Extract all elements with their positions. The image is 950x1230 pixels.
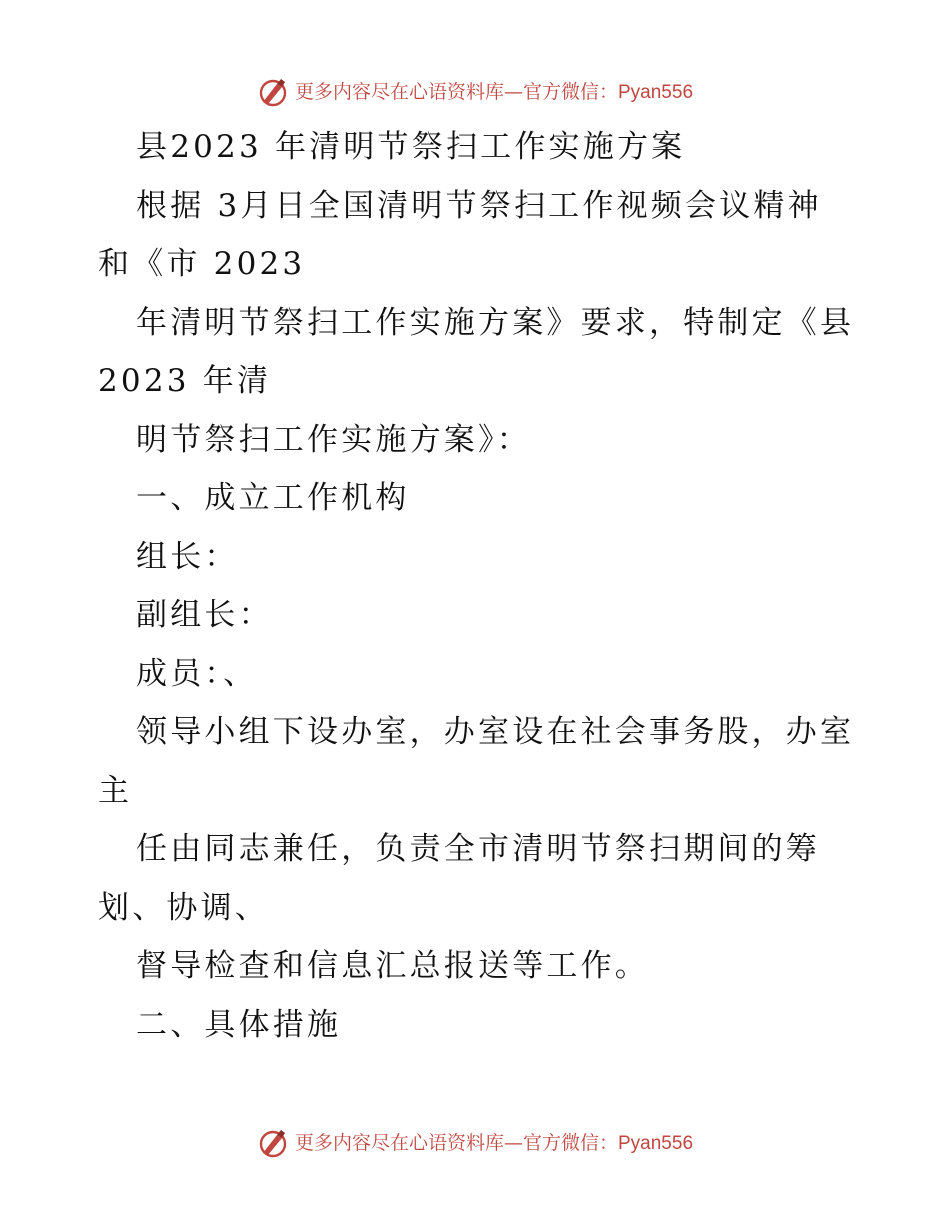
paragraph-line: 主 xyxy=(98,773,133,809)
paragraph-line: 组长： xyxy=(136,539,239,575)
paragraph-line: 根据 3月日全国清明节祭扫工作视频会议精神 xyxy=(136,188,822,224)
watermark-label: 更多内容尽在心语资料库—官方微信： xyxy=(294,80,618,103)
watermark-wechat-id: Pyan556 xyxy=(618,1132,694,1154)
watermark-text xyxy=(295,1131,693,1156)
paragraph-line: 和《市 2023 xyxy=(98,246,306,282)
watermark-header xyxy=(0,76,950,108)
section-heading: 一、成立工作机构 xyxy=(136,480,410,516)
paragraph-line: 督导检查和信息汇总报送等工作。 xyxy=(136,948,649,984)
section-heading: 二、具体措施 xyxy=(136,1007,342,1043)
paragraph-line: 划、协调、 xyxy=(98,890,269,926)
watermark-label: 更多内容尽在心语资料库—官方微信： xyxy=(294,1131,618,1154)
document-title: 县2023 年清明节祭扫工作实施方案 xyxy=(136,129,686,165)
paragraph-line: 2023 年清 xyxy=(98,363,272,399)
paragraph-line: 任由同志兼任，负责全市清明节祭扫期间的筹 xyxy=(136,831,820,867)
paragraph-line: 副组长： xyxy=(136,597,273,633)
pen-logo-icon xyxy=(257,1127,289,1159)
paragraph-line: 年清明节祭扫工作实施方案》要求，特制定《县 xyxy=(136,305,855,341)
paragraph-line: 明节祭扫工作实施方案》： xyxy=(136,422,531,458)
watermark-footer xyxy=(0,1127,950,1159)
watermark-text xyxy=(295,80,693,105)
watermark-wechat-id: Pyan556 xyxy=(618,81,694,103)
pen-logo-icon xyxy=(257,76,289,108)
paragraph-line: 领导小组下设办室，办室设在社会事务股，办室 xyxy=(136,714,855,750)
paragraph-line: 成员：、 xyxy=(136,656,258,692)
